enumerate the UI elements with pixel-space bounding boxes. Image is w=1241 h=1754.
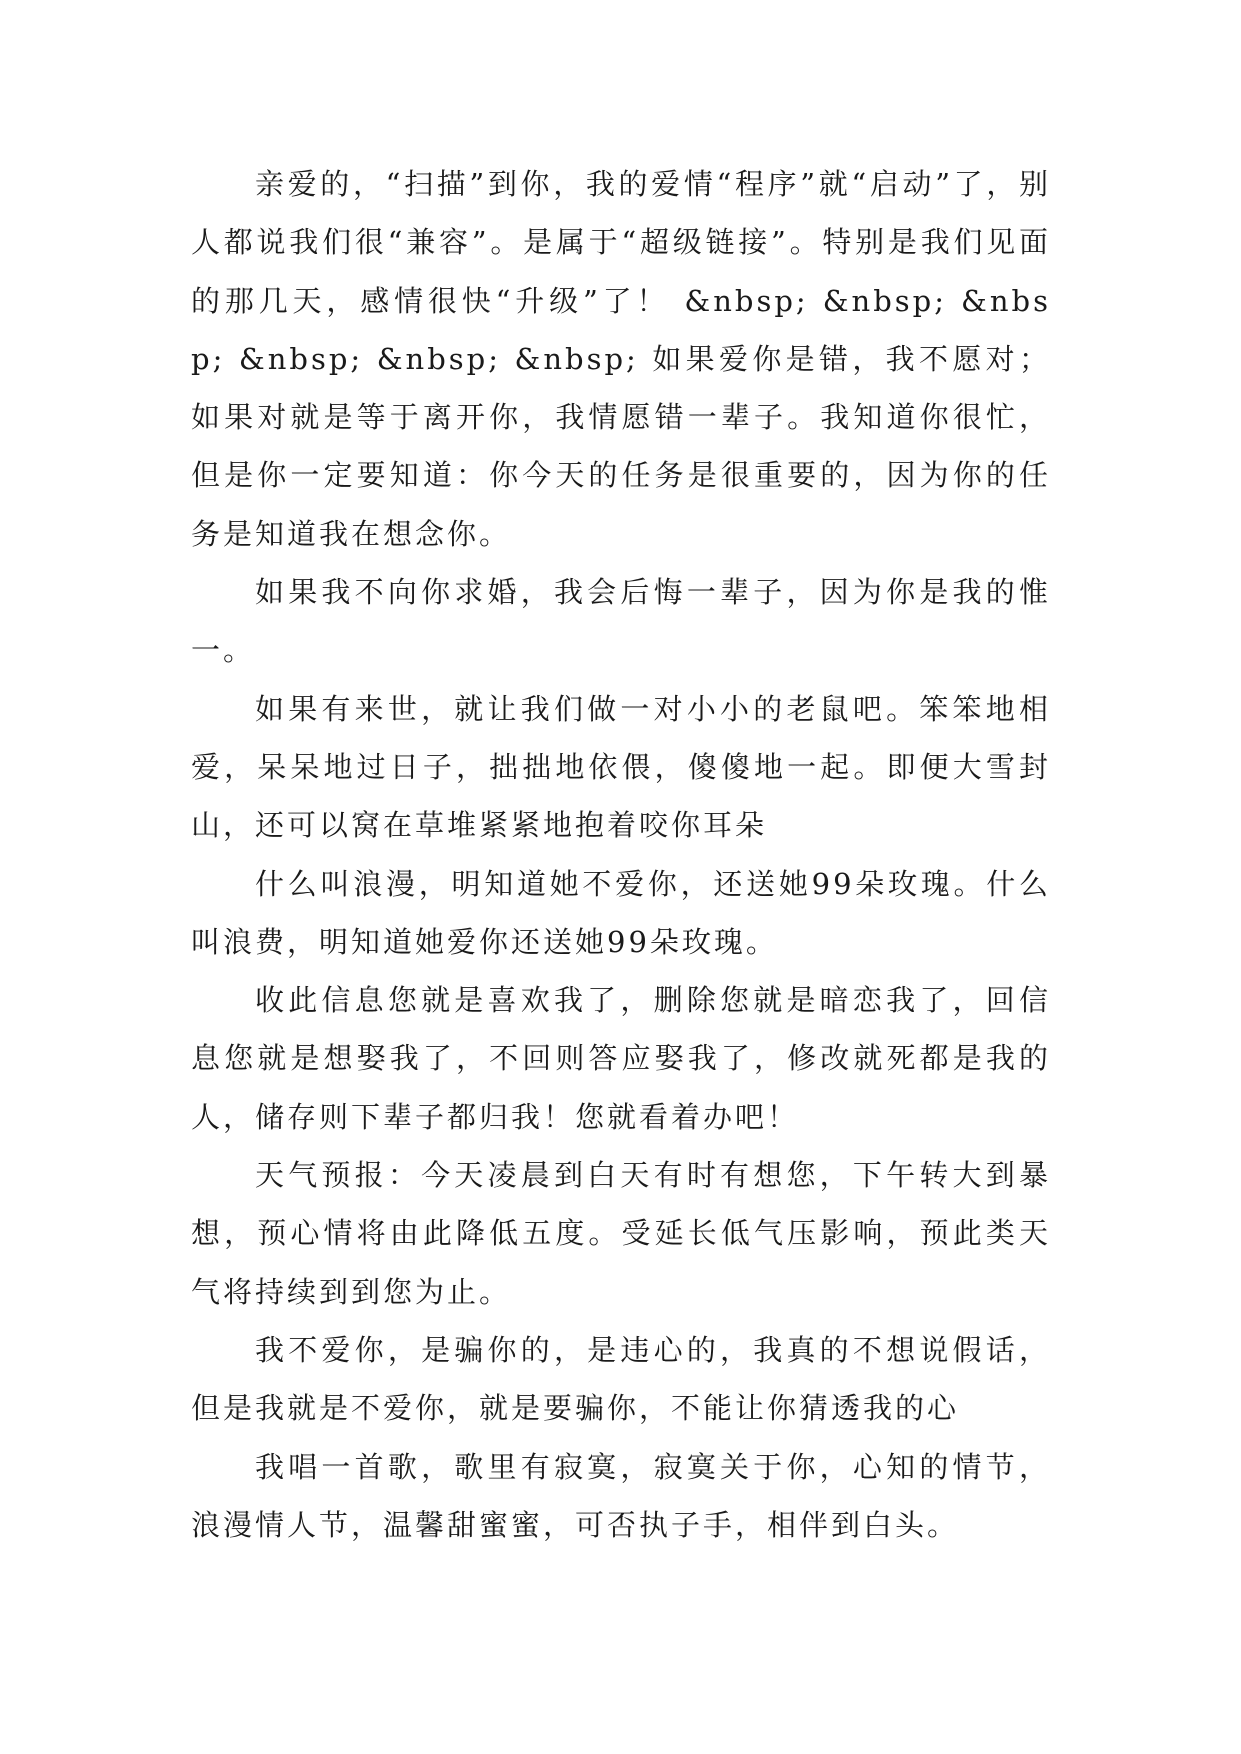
paragraph: 天气预报：今天凌晨到白天有时有想您，下午转大到暴想，预心情将由此降低五度。受延长低气压影响，预此类天气将持续到到您为止。 [191,1158,1051,1309]
paragraph: 我唱一首歌，歌里有寂寞，寂寞关于你，心知的情节，浪漫情人节，温馨甜蜜蜜，可否执子手，相伴到白头。 [191,1449,1051,1542]
paragraph: 如果我不向你求婚，我会后悔一辈子，因为你是我的惟一。 [191,575,1051,668]
paragraph: 什么叫浪漫，明知道她不爱你，还送她99朵玫瑰。什么叫浪费，明知道她爱你还送她99朵玫瑰。 [191,866,1051,959]
paragraph: 亲爱的，“扫描”到你，我的爱情“程序”就“启动”了，别人都说我们很“兼容”。是属于“超级链接”。特别是我们见面的那几天，感情很快“升级”了！ &nbsp; &nbsp; &nbsp; &nbsp; &nbsp; &nbsp; 如果爱你是错，我不愿对；如果对就是等于离开你，我情愿错一辈子。我知道你很忙，但是你一定要知道：你今天的任务是很重要的，因为你的任务是知道我在想念你。 [191,167,1051,551]
paragraph: 我不爱你，是骗你的，是违心的，我真的不想说假话，但是我就是不爱你，就是要骗你，不能让你猜透我的心 [191,1332,1051,1426]
paragraph: 如果有来世，就让我们做一对小小的老鼠吧。笨笨地相爱，呆呆地过日子，拙拙地依偎，傻傻地一起。即便大雪封山，还可以窝在草堆紧紧地抱着咬你耳朵 [191,691,1051,843]
document-body [191,155,1051,1554]
paragraph: 收此信息您就是喜欢我了，删除您就是暗恋我了，回信息您就是想娶我了，不回则答应娶我了，修改就死都是我的人，储存则下辈子都归我！您就看着办吧！ [191,983,1051,1134]
